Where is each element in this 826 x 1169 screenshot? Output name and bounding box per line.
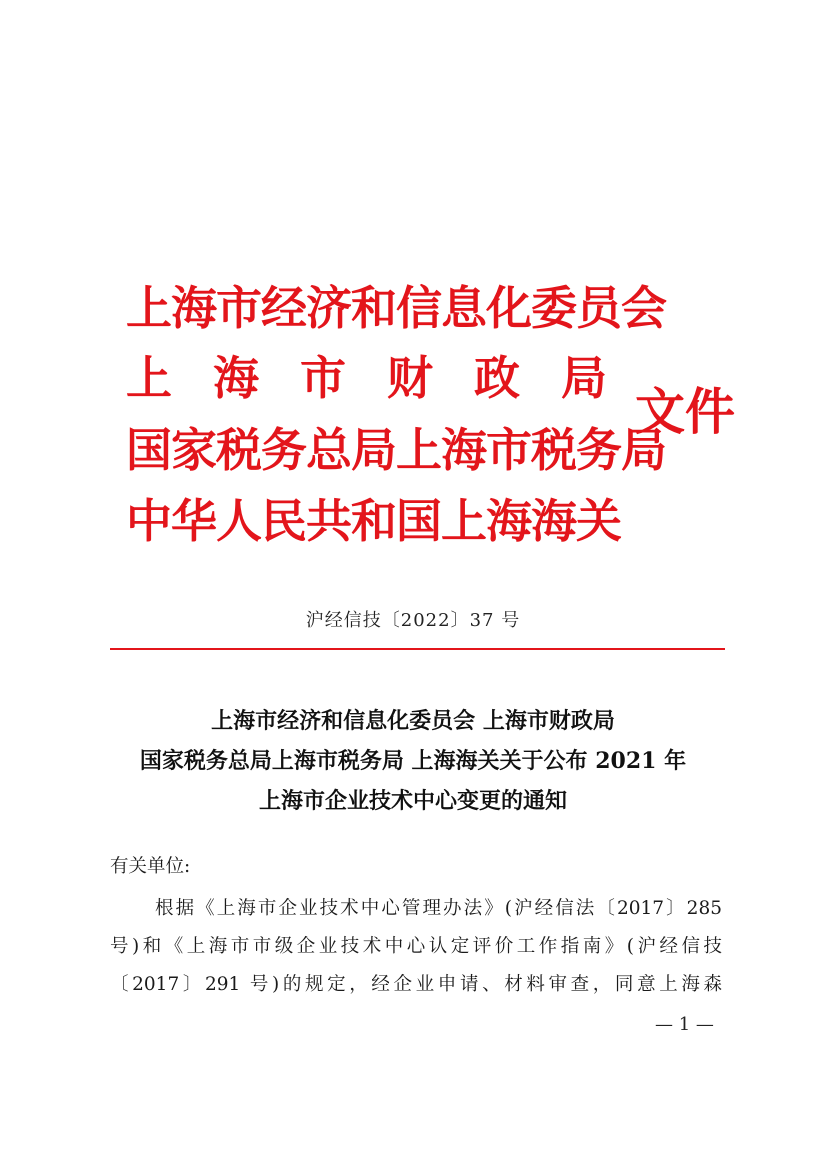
body-line-1: 根据《上海市企业技术中心管理办法》(沪经信法〔2017〕285 bbox=[155, 898, 722, 919]
title-line-2: 国家税务总局上海市税务局 上海海关关于公布 2021 年 bbox=[139, 748, 687, 774]
masthead-issuer-2: 上海市财政局 bbox=[126, 351, 606, 405]
masthead-issuer-3: 国家税务总局上海市税务局 bbox=[126, 423, 666, 477]
red-divider bbox=[110, 648, 725, 650]
masthead-issuer-1: 上海市经济和信息化委员会 bbox=[126, 281, 666, 335]
masthead-suffix: 文件 bbox=[635, 382, 735, 441]
body-line-3: 〔2017〕291 号)的规定，经企业申请、材料审查，同意上海森 bbox=[110, 974, 722, 995]
title-line-1: 上海市经济和信息化委员会 上海市财政局 bbox=[211, 708, 615, 734]
title-line-3: 上海市企业技术中心变更的通知 bbox=[258, 788, 567, 814]
document-number: 沪经信技〔2022〕37 号 bbox=[305, 610, 521, 631]
masthead-issuer-4: 中华人民共和国上海海关 bbox=[126, 494, 621, 548]
page-number: — 1 — bbox=[655, 1014, 714, 1035]
salutation: 有关单位: bbox=[110, 856, 191, 877]
body-line-2: 号)和《上海市市级企业技术中心认定评价工作指南》(沪经信技 bbox=[110, 936, 722, 957]
